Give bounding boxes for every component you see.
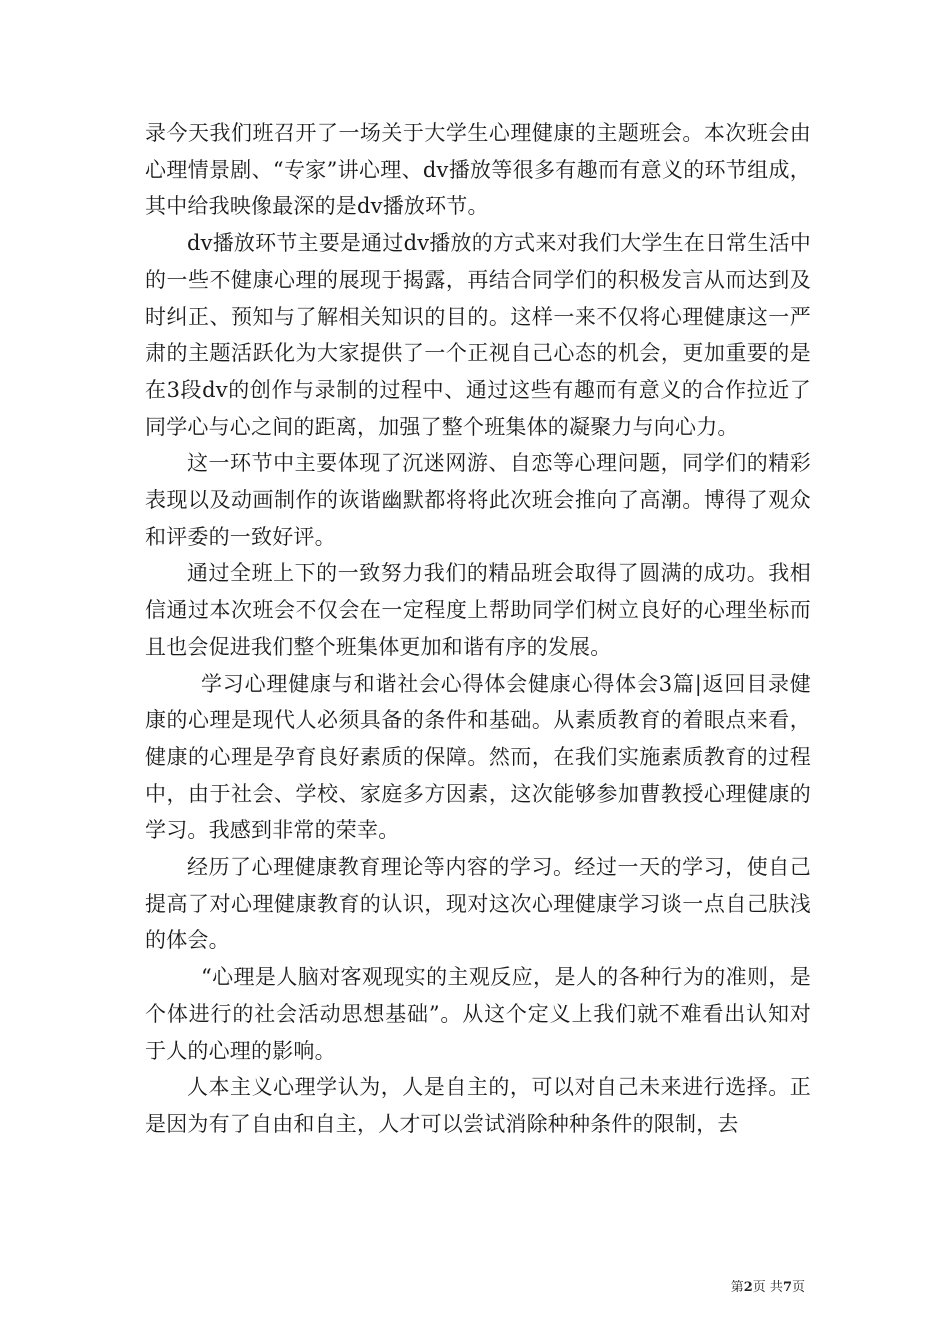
page-prefix: 第: [730, 1280, 744, 1295]
paragraph-1: 录今天我们班召开了一场关于大学生心理健康的主题班会。本次班会由心理情景剧、“专家”讲心理、dv播放等很多有趣而有意义的环节组成，其中给我映像最深的是dv播放环节。: [145, 121, 811, 219]
paragraph-8: 人本主义心理学认为，人是自主的，可以对自己未来进行选择。正是因为有了自由和自主，人才可以尝试消除种种条件的限制，去: [145, 1075, 811, 1136]
paragraph-7: “心理是人脑对客观现实的主观反应，是人的各种行为的准则，是个体进行的社会活动思想基础”。从这个定义上我们就不难看出认知对于人的心理的影响。: [145, 965, 811, 1063]
total-page-count: 7: [782, 1280, 792, 1295]
paragraph-5: 学习心理健康与和谐社会心得体会健康心得体会3篇|返回目录健康的心理是现代人必须具备的条件和基础。从素质教育的着眼点来看，健康的心理是孕育良好素质的保障。然而，在我们实施素质教育的过程中，由于社会、学校、家庭多方因素，这次能够参加曹教授心理健康的学习。我感到非常的荣幸。: [145, 671, 811, 843]
paragraph-6: 经历了心理健康教育理论等内容的学习。经过一天的学习，使自己提高了对心理健康教育的认识，现对这次心理健康学习谈一点自己肤浅的体会。: [145, 855, 811, 953]
paragraph-4: 通过全班上下的一致努力我们的精品班会取得了圆满的成功。我相信通过本次班会不仅会在一定程度上帮助同学们树立良好的心理坐标而且也会促进我们整个班集体更加和谐有序的发展。: [145, 561, 811, 659]
paragraph-3: 这一环节中主要体现了沉迷网游、自恋等心理问题，同学们的精彩表现以及动画制作的诙谐幽默都将将此次班会推向了高潮。博得了观众和评委的一致好评。: [145, 451, 811, 549]
paragraph-2: dv播放环节主要是通过dv播放的方式来对我们大学生在日常生活中的一些不健康心理的展现于揭露，再结合同学们的积极发言从而达到及时纠正、预知与了解相关知识的目的。这样一来不仅将心理健康这一严肃的主题活跃化为大家提供了一个正视自己心态的机会，更加重要的是在3段dv的创作与录制的过程中、通过这些有趣而有意义的合作拉近了同学心与心之间的距离，加强了整个班集体的凝聚力与向心力。: [145, 231, 811, 439]
page-suffix: 页: [791, 1280, 805, 1295]
current-page-number: 2: [743, 1280, 753, 1295]
document-body: [145, 115, 811, 1143]
page-middle: 页 共: [752, 1280, 783, 1295]
page-number-footer: [731, 1276, 805, 1295]
